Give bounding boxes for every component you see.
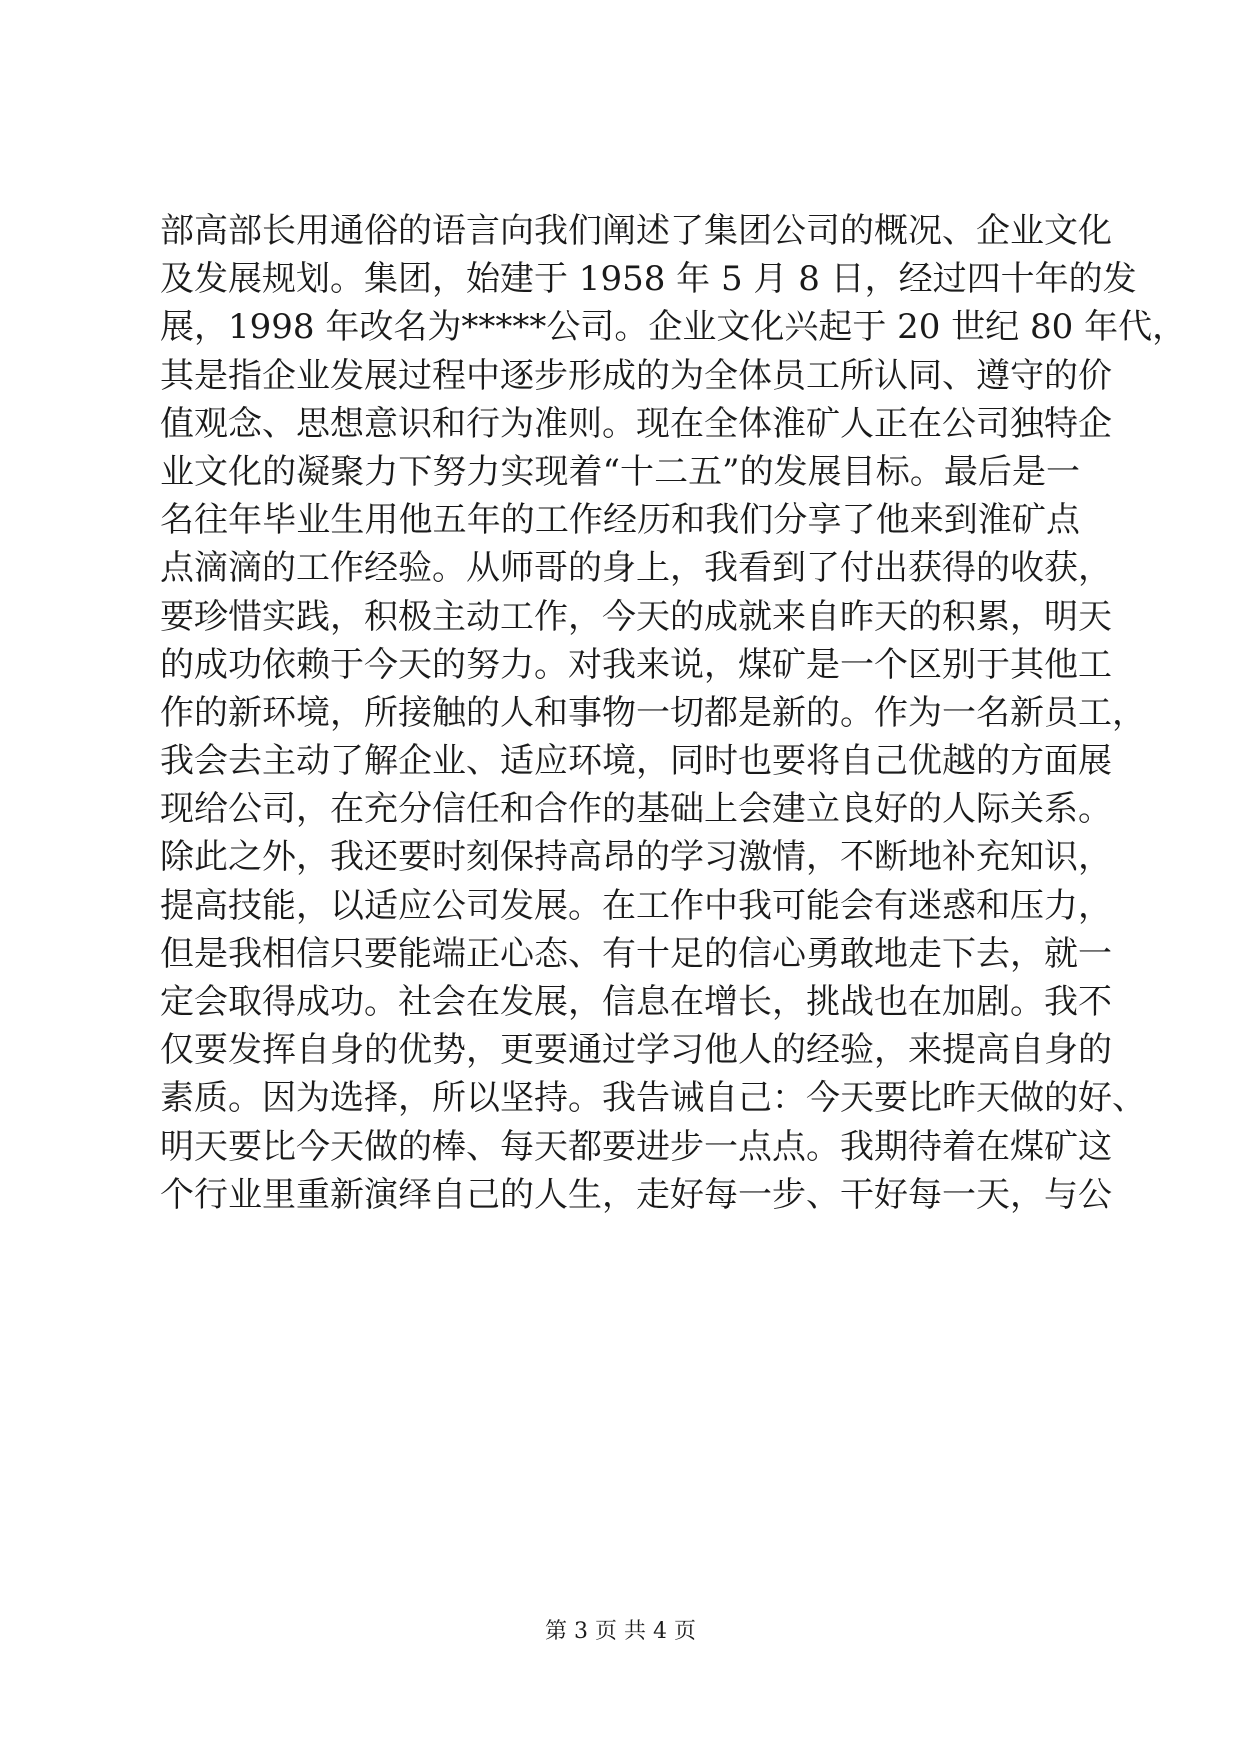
text-line: 要珍惜实践，积极主动工作，今天的成就来自昨天的积累，明天 [160, 596, 1112, 637]
text-line: 名往年毕业生用他五年的工作经历和我们分享了他来到淮矿点 [160, 500, 1080, 541]
text-line: 素质。因为选择，所以坚持。我告诫自己：今天要比昨天做的好、 [160, 1078, 1146, 1119]
text-line: 其是指企业发展过程中逐步形成的为全体员工所认同、遵守的价 [160, 355, 1112, 396]
text-line: 除此之外，我还要时刻保持高昂的学习激情，不断地补充知识， [160, 837, 1112, 878]
body-paragraph [160, 207, 1187, 1219]
text-line: 值观念、思想意识和行为准则。现在全体淮矿人正在公司独特企 [160, 403, 1112, 444]
text-line: 及发展规划。集团，始建于 1958 年 5 月 8 日，经过四十年的发 [160, 259, 1137, 300]
text-line: 作的新环境，所接触的人和事物一切都是新的。作为一名新员工， [160, 692, 1146, 733]
text-line: 业文化的凝聚力下努力实现着“十二五”的发展目标。最后是一 [160, 451, 1080, 492]
text-line: 部高部长用通俗的语言向我们阐述了集团公司的概况、企业文化 [160, 211, 1112, 251]
text-line: 个行业里重新演绎自己的人生，走好每一步、干好每一天，与公 [160, 1174, 1112, 1215]
text-line: 现给公司，在充分信任和合作的基础上会建立良好的人际关系。 [160, 789, 1112, 830]
text-line: 展，1998 年改名为*****公司。企业文化兴起于 20 世纪 80 年代， [160, 307, 1187, 348]
text-line: 点滴滴的工作经验。从师哥的身上，我看到了付出获得的收获， [160, 548, 1112, 589]
text-line: 提高技能，以适应公司发展。在工作中我可能会有迷惑和压力， [160, 885, 1112, 926]
text-line: 仅要发挥自身的优势，更要通过学习他人的经验，来提高自身的 [160, 1030, 1112, 1071]
text-line: 明天要比今天做的棒、每天都要进步一点点。我期待着在煤矿这 [160, 1126, 1112, 1167]
text-line: 的成功依赖于今天的努力。对我来说，煤矿是一个区别于其他工 [160, 644, 1112, 685]
text-line: 定会取得成功。社会在发展，信息在增长，挑战也在加剧。我不 [160, 982, 1112, 1022]
text-line: 我会去主动了解企业、适应环境，同时也要将自己优越的方面展 [160, 741, 1112, 782]
page-number-footer: 第 3 页 共 4 页 [545, 1619, 696, 1644]
text-line: 但是我相信只要能端正心态、有十足的信心勇敢地走下去，就一 [160, 933, 1112, 974]
